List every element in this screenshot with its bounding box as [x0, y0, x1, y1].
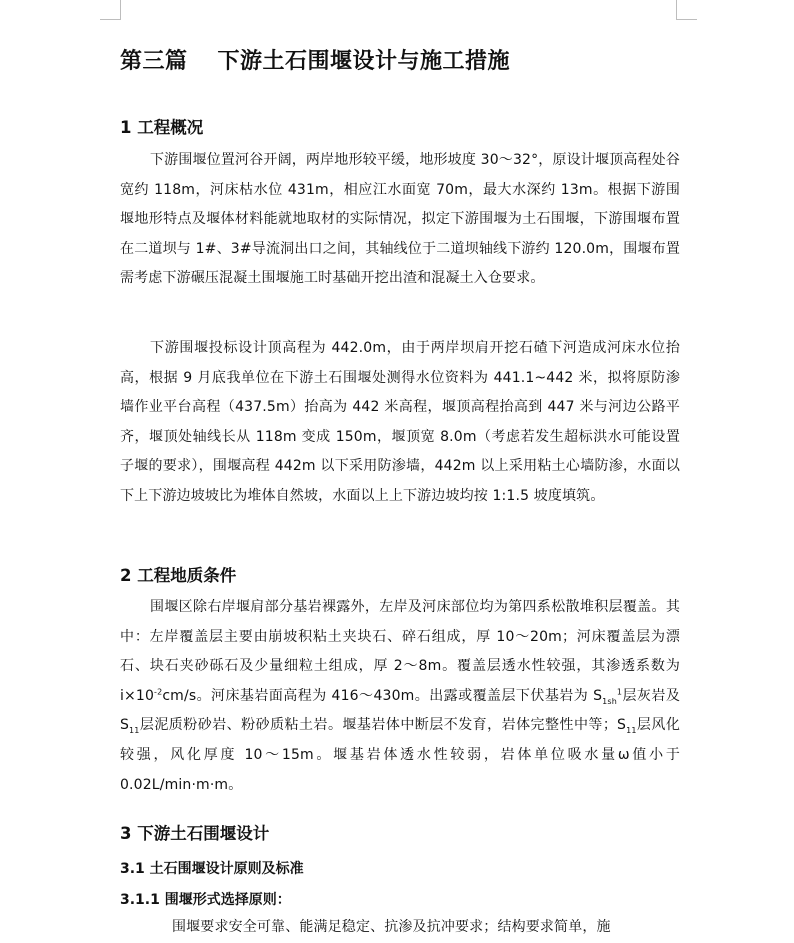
section-2-paragraph-1: 围堰区除右岸堰肩部分基岩裸露外，左岸及河床部位均为第四系松散堆积层覆盖。其中：左岸覆盖层主要由崩坡积粘土夹块石、碎石组成，厚 10～20m；河床覆盖层为漂石、块石夹砂砾石及少量细粒土组成，厚 2～8m。覆盖层透水性较强，其渗透系数为 $i\times 10^{-2}cm/s$。河床基岩面高程为 416～430m。出露或覆盖层下伏基岩为 $S_{1sh}^1$层灰岩及 $S_{11}$层泥质粉砂岩、粉砂质粘土岩。堰基岩体中断层不发育，岩体完整性中等；$S_{11}$层风化较强，风化厚度 10～15m。堰基岩体透水性较弱，岩体单位吸水量ω值小于 0.02L/min·m·m。 — [120, 599, 680, 793]
section-3-1-1-heading: 3.1.1 围堰形式选择原则： — [120, 892, 291, 908]
section-1-paragraph-2: 下游围堰投标设计顶高程为 442.0m，由于两岸坝肩开挖石碴下河造成河床水位抬高，根据 9 月底我单位在下游土石围堰处测得水位资料为 441.1~442 米，拟将原防渗墙作业平台高程（437.5m）抬高为 442 米高程，堰顶高程抬高到 447 米与河边公路平齐，堰顶处轴线长从 118m 变成 150m，堰顶宽 8.0m（考虑若发生超标洪水可能设置子堰的要求），围堰高程 442m 以下采用防渗墙，442m 以上采用粘土心墙防渗，水面以下上下游边坡坡比为堆体自然坡，水面以上上下游边坡均按 1:1.5 坡度填筑。 — [120, 340, 680, 504]
crop-mark-top-left-vertical — [120, 0, 121, 20]
section-3-heading: 3 下游土石围堰设计 — [120, 824, 270, 843]
section-1-paragraph-1: 下游围堰位置河谷开阔，两岸地形较平缓，地形坡度 30～32°，原设计堰顶高程处谷宽约 118m，河床枯水位 431m，相应江水面宽 70m，最大水深约 13m。根据下游围堰地形特点及堰体材料能就地取材的实际情况，拟定下游围堰为土石围堰，下游围堰布置在二道坝与 1#、3#导流洞出口之间，其轴线位于二道坝轴线下游约 120.0m，围堰布置需考虑下游碾压混凝土围堰施工时基础开挖出渣和混凝土入仓要求。 — [120, 152, 680, 287]
crop-mark-top-right-vertical — [676, 0, 677, 20]
section-3-paragraph-1: 围堰要求安全可靠、能满足稳定、抗渗及抗冲要求；结构要求简单，施 — [172, 919, 611, 935]
title-part: 第三篇 — [120, 49, 188, 74]
document-title — [120, 44, 510, 75]
title-main: 下游土石围堰设计与施工措施 — [217, 49, 511, 74]
crop-mark-top-left-horizontal — [100, 19, 121, 20]
section-1-heading: 1 工程概况 — [120, 118, 204, 137]
crop-mark-top-right-horizontal — [676, 19, 697, 20]
section-3-1-heading: 3.1 土石围堰设计原则及标准 — [120, 861, 304, 877]
section-2-heading: 2 工程地质条件 — [120, 566, 237, 585]
